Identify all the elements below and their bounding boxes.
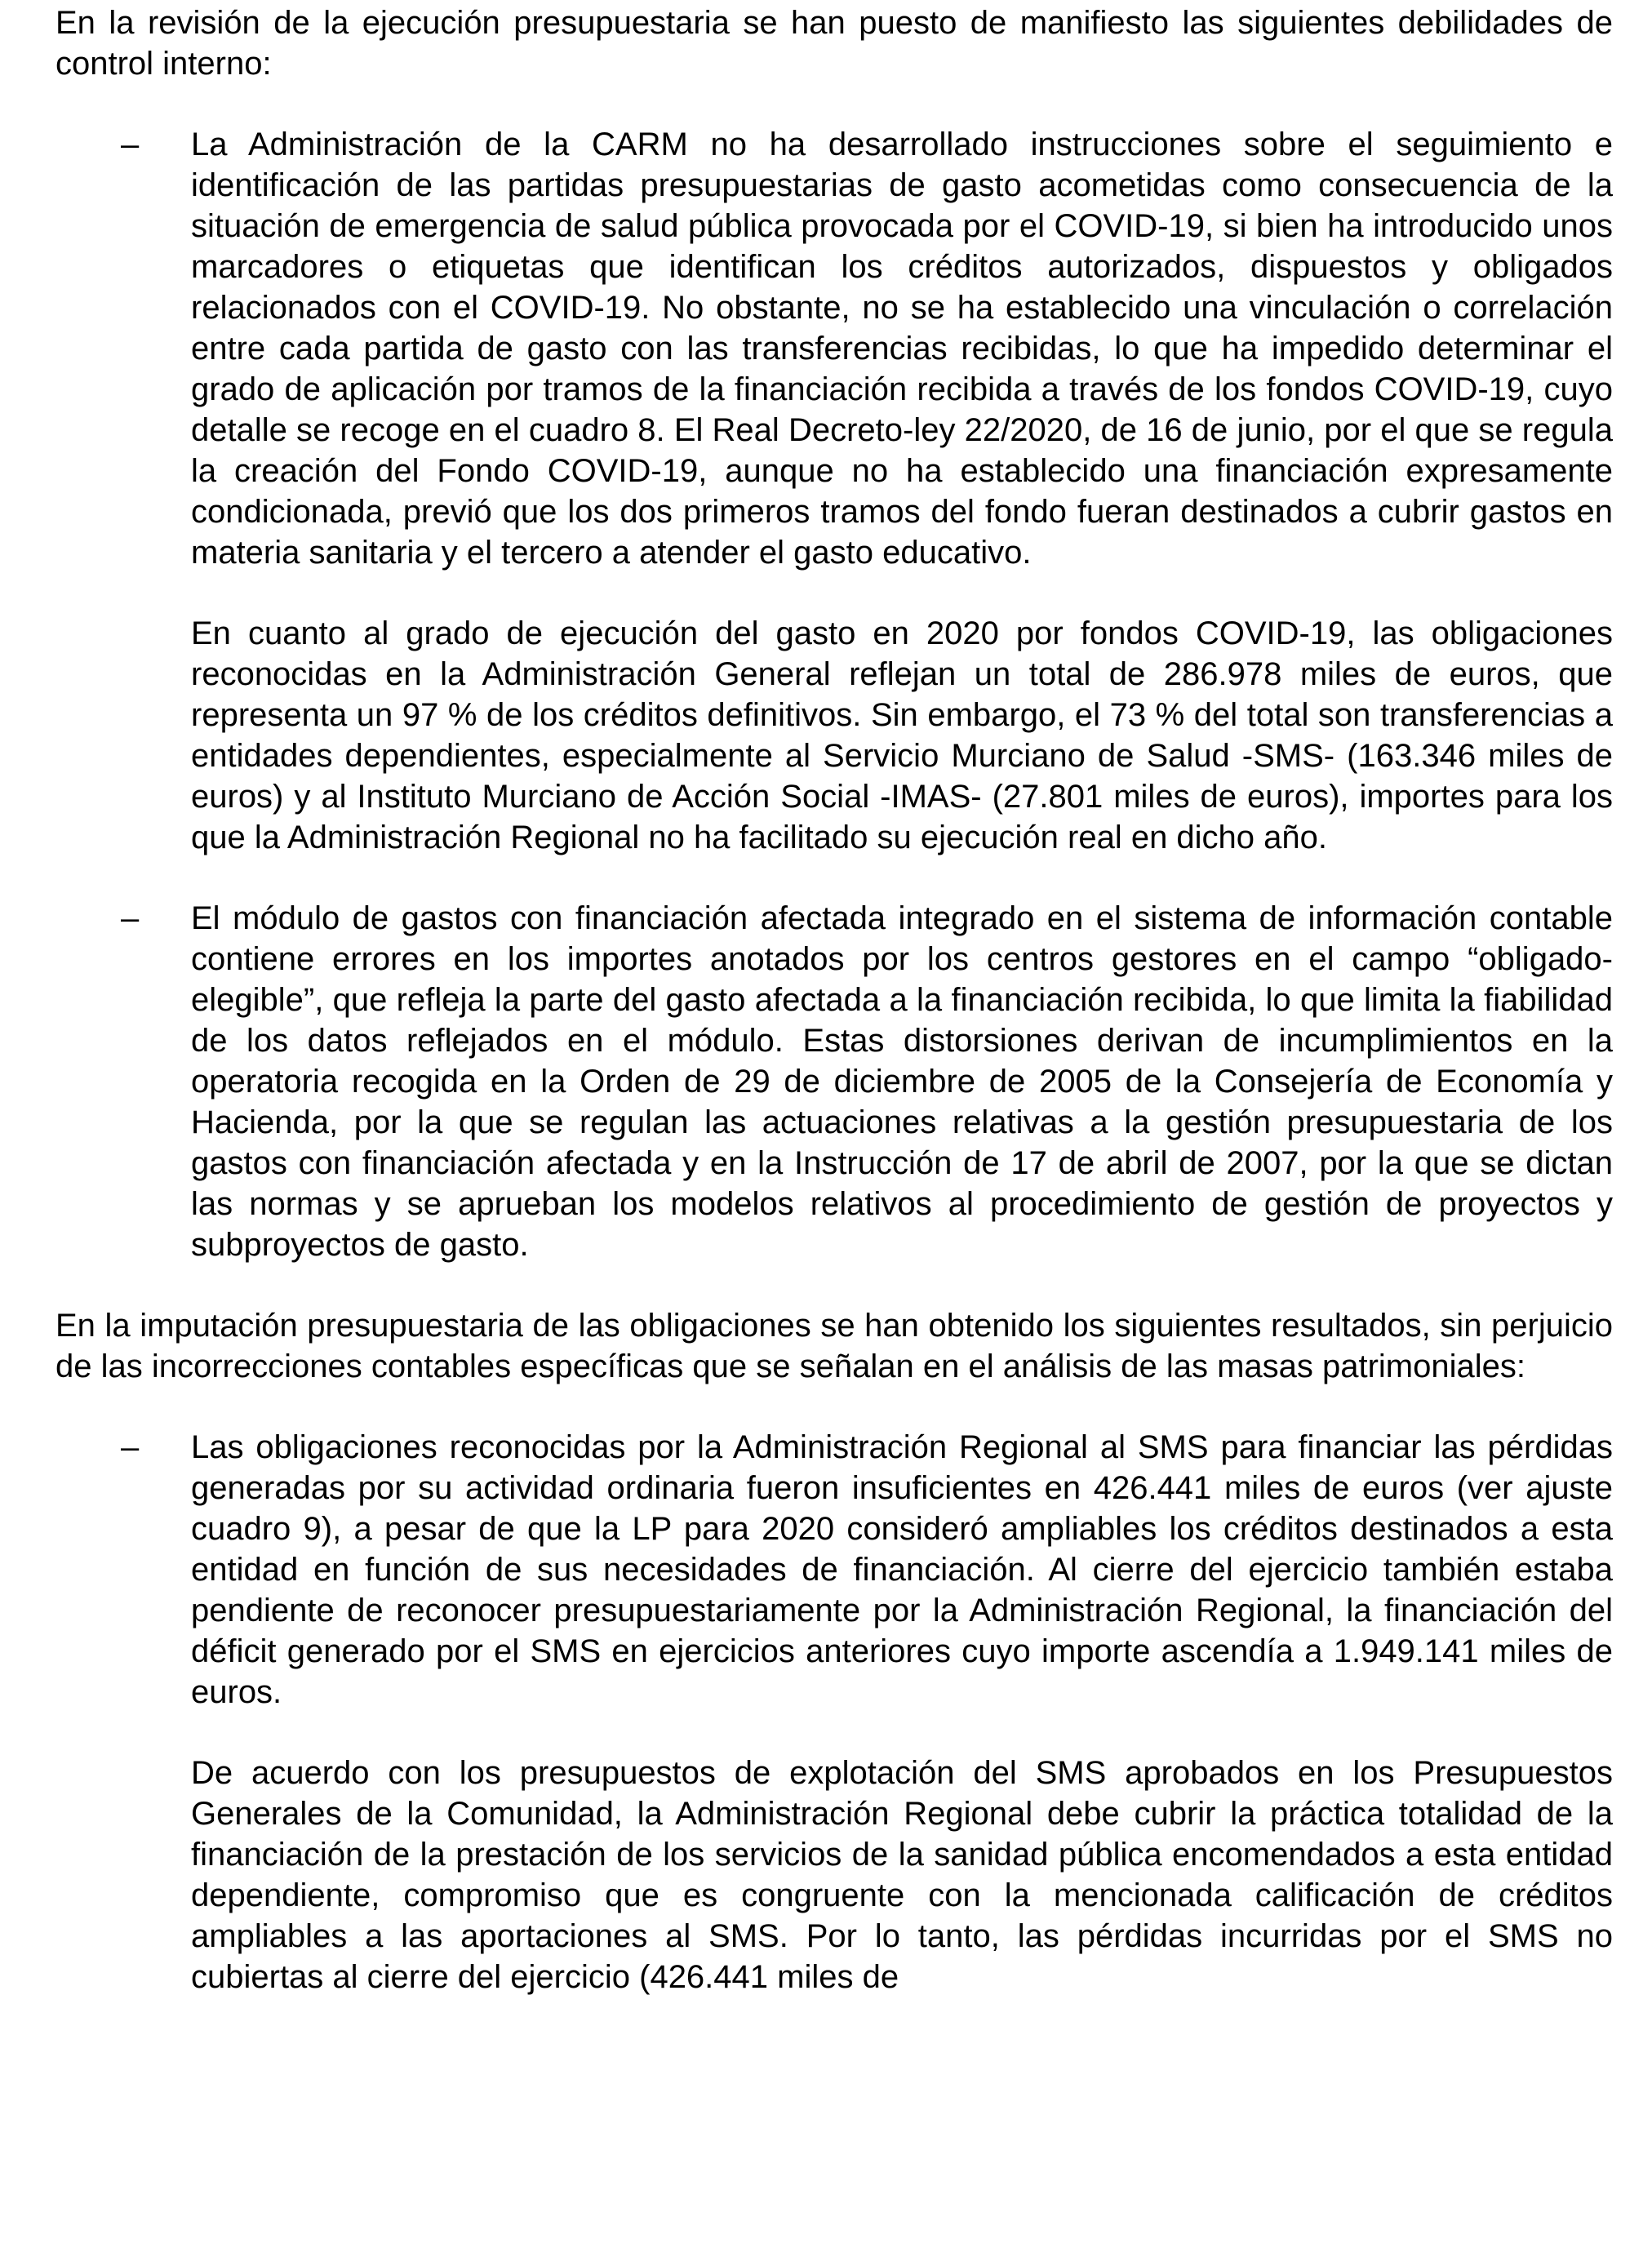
list-item: [56, 1427, 1613, 1997]
item-paragraph: Las obligaciones reconocidas por la Administración Regional al SMS para financiar las pérdidas generadas por su actividad ordinaria fueron insuficientes en 426.441 miles de euros (ver ajuste cuadro 9), a pesar de que la LP para 2020 consideró ampliables los créditos destinados a esta entidad en función de sus necesidades de financiación. Al cierre del ejercicio también estaba pendiente de reconocer presupuestariamente por la Administración Regional, la financiación del déficit generado por el SMS en ejercicios anteriores cuyo importe ascendía a 1.949.141 miles de euros.: [191, 1429, 1613, 1710]
dash-marker: –: [121, 1429, 140, 1465]
list-item: [56, 124, 1613, 858]
item-paragraph: La Administración de la CARM no ha desarrollado instrucciones sobre el seguimiento e identificación de las partidas presupuestarias de gasto acometidas como consecuencia de la situación de emergencia de salud pública provocada por el COVID-19, si bien ha introducido unos marcadores o etiquetas que identifican los créditos autorizados, dispuestos y obligados relacionados con el COVID-19. No obstante, no se ha establecido una vinculación o correlación entre cada partida de gasto con las transferencias recibidas, lo que ha impedido determinar el grado de aplicación por tramos de la financiación recibida a través de los fondos COVID-19, cuyo detalle se recoge en el cuadro 8. El Real Decreto-ley 22/2020, de 16 de junio, por el que se regula la creación del Fondo COVID-19, aunque no ha establecido una financiación expresamente condicionada, previó que los dos primeros tramos del fondo fueran destinados a cubrir gastos en materia sanitaria y el tercero a atender el gasto educativo.: [191, 127, 1613, 571]
item-paragraph: De acuerdo con los presupuestos de explotación del SMS aprobados en los Presupuestos Generales de la Comunidad, la Administración Regional debe cubrir la práctica totalidad de la financiación de la prestación de los servicios de la sanidad pública encomendados a esta entidad dependiente, compromiso que es congruente con la mencionada calificación de créditos ampliables a las aportaciones al SMS. Por lo tanto, las pérdidas incurridas por el SMS no cubiertas al cierre del ejercicio (426.441 miles de: [191, 1755, 1613, 1995]
intro-paragraph: En la revisión de la ejecución presupuestaria se han puesto de manifiesto las siguientes debilidades de control interno:: [56, 5, 1613, 82]
document-page: [56, 0, 1613, 2037]
dash-marker: –: [121, 127, 140, 162]
list-item: [56, 898, 1613, 1265]
intro-paragraph: En la imputación presupuestaria de las obligaciones se han obtenido los siguientes resultados, sin perjuicio de las incorrecciones contables específicas que se señalan en el análisis de las masas patrimoniales:: [56, 1308, 1613, 1384]
item-paragraph: El módulo de gastos con financiación afectada integrado en el sistema de información contable contiene errores en los importes anotados por los centros gestores en el campo “obligado-elegible”, que refleja la parte del gasto afectada a la financiación recibida, lo que limita la fiabilidad de los datos reflejados en el módulo. Estas distorsiones derivan de incumplimientos en la operatoria recogida en la Orden de 29 de diciembre de 2005 de la Consejería de Economía y Hacienda, por la que se regulan las actuaciones relativas a la gestión presupuestaria de los gastos con financiación afectada y en la Instrucción de 17 de abril de 2007, por la que se dictan las normas y se aprueban los modelos relativos al procedimiento de gestión de proyectos y subproyectos de gasto.: [191, 900, 1613, 1263]
dash-marker: –: [121, 900, 140, 936]
item-paragraph: En cuanto al grado de ejecución del gasto en 2020 por fondos COVID-19, las obligaciones reconocidas en la Administración General reflejan un total de 286.978 miles de euros, que representa un 97 % de los créditos definitivos. Sin embargo, el 73 % del total son transferencias a entidades dependientes, especialmente al Servicio Murciano de Salud -SMS- (163.346 miles de euros) y al Instituto Murciano de Acción Social -IMAS- (27.801 miles de euros), importes para los que la Administración Regional no ha facilitado su ejecución real en dicho año.: [191, 615, 1613, 855]
